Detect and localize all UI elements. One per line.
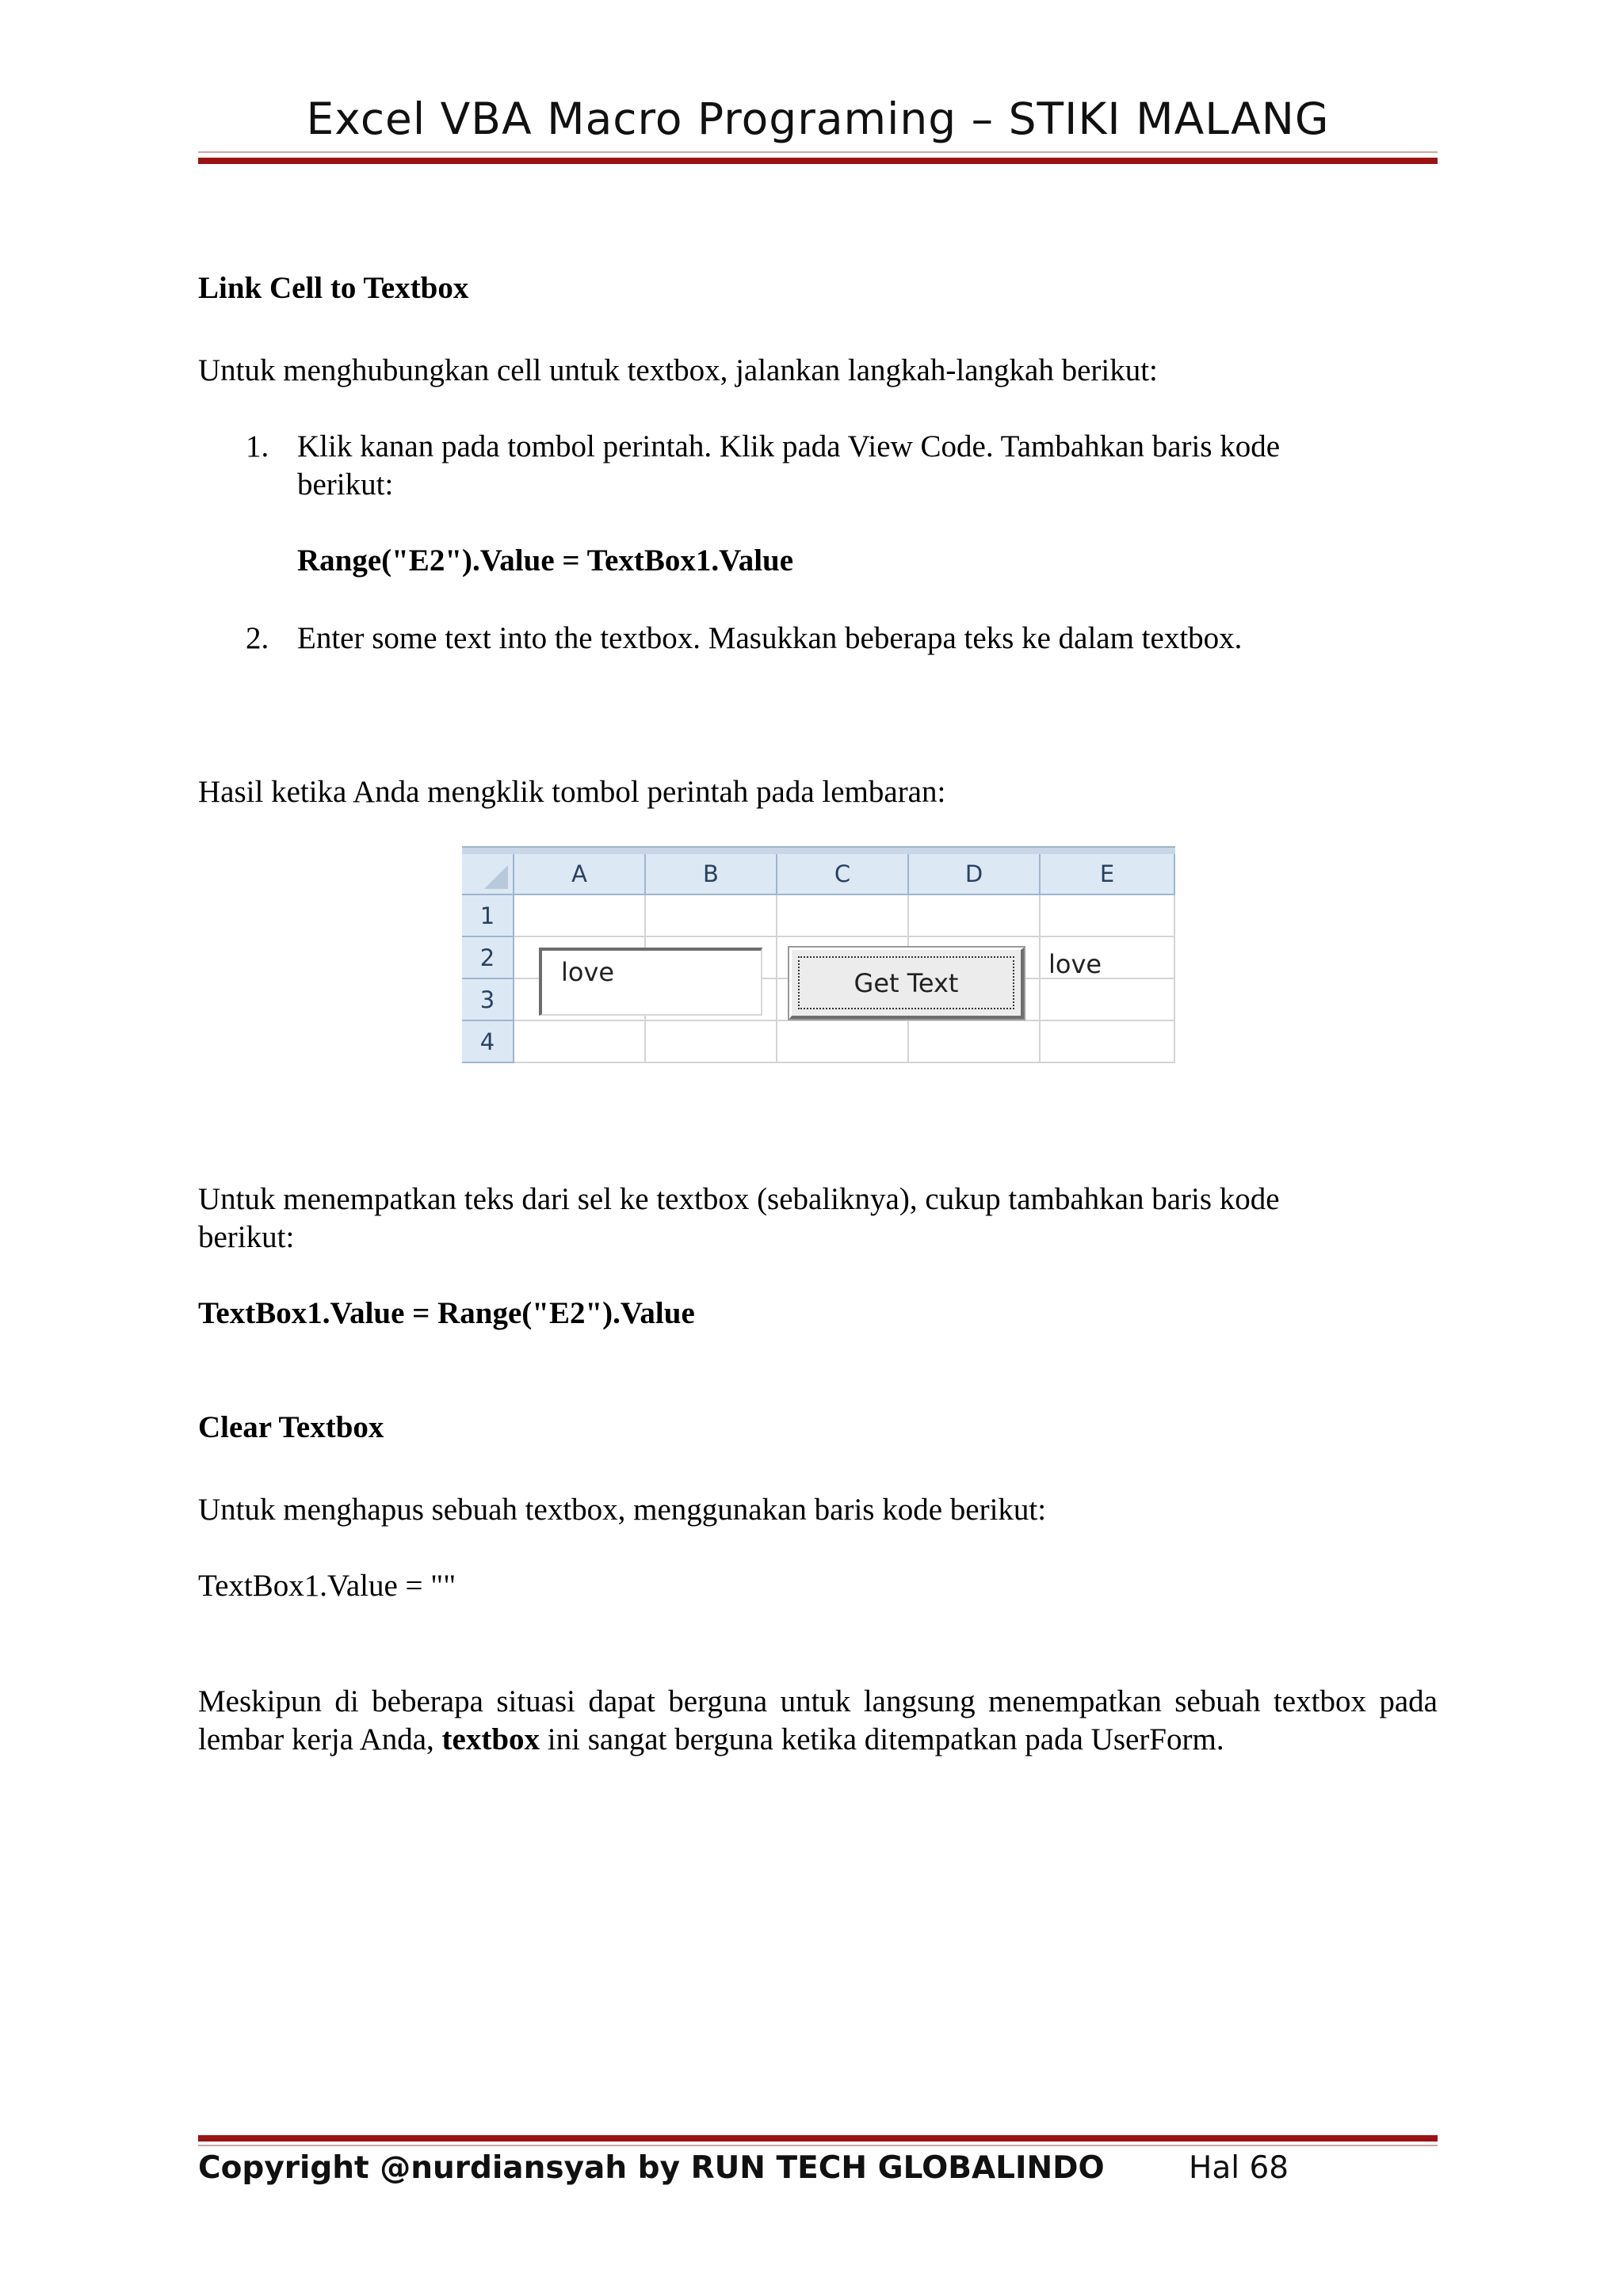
button-focus-rect bbox=[798, 956, 1014, 1009]
step-1-line1: Klik kanan pada tombol perintah. Klik pada View Code. Tambahkan baris kode bbox=[297, 429, 1281, 463]
cell-b1[interactable] bbox=[646, 895, 777, 937]
footer-copyright: Copyright @nurdiansyah by RUN TECH GLOBALINDO bbox=[198, 2150, 1105, 2186]
step-2-text: Enter some text into the textbox. Masukkan beberapa teks ke dalam textbox. bbox=[297, 621, 1243, 655]
cell-b4[interactable] bbox=[646, 1021, 777, 1063]
step-1-number: 1. bbox=[246, 429, 269, 463]
header-rule bbox=[198, 158, 1438, 164]
section-heading-link-cell: Link Cell to Textbox bbox=[198, 271, 469, 305]
column-header-d[interactable]: D bbox=[909, 854, 1041, 895]
cell-c4[interactable] bbox=[777, 1021, 909, 1063]
section-heading-clear-textbox: Clear Textbox bbox=[198, 1410, 384, 1444]
textbox1-control[interactable]: love bbox=[539, 948, 762, 1016]
column-header-c[interactable]: C bbox=[777, 854, 909, 895]
cell-e3[interactable] bbox=[1041, 979, 1175, 1021]
section1-intro: Untuk menghubungkan cell untuk textbox, jalankan langkah-langkah berikut: bbox=[198, 353, 1158, 387]
section3-intro: Untuk menghapus sebuah textbox, menggunakan baris kode berikut: bbox=[198, 1493, 1047, 1527]
footer-page-number: Hal 68 bbox=[1189, 2150, 1289, 2186]
get-text-button-label: Get Text bbox=[854, 967, 959, 998]
section3-para-part1: Meskipun di beberapa situasi dapat berguna untuk langsung menempatkan sebuah textbox pada lembar kerja Anda, bbox=[198, 1684, 1438, 1756]
excel-sheet-screenshot bbox=[462, 846, 1175, 1063]
cell-e2-value: love bbox=[1048, 949, 1102, 979]
row-header-4[interactable]: 4 bbox=[462, 1021, 514, 1063]
corner-triangle-icon bbox=[484, 865, 508, 889]
row-header-2[interactable]: 2 bbox=[462, 937, 514, 979]
column-header-e[interactable]: E bbox=[1041, 854, 1175, 895]
row-header-3[interactable]: 3 bbox=[462, 979, 514, 1021]
footer-rule-thin bbox=[198, 2145, 1438, 2146]
cell-a4[interactable] bbox=[514, 1021, 646, 1063]
cell-d4[interactable] bbox=[909, 1021, 1041, 1063]
cell-c1[interactable] bbox=[777, 895, 909, 937]
code-range-e2-assign: Range("E2").Value = TextBox1.Value bbox=[297, 543, 794, 578]
footer-rule bbox=[198, 2135, 1438, 2142]
cell-e1[interactable] bbox=[1041, 895, 1175, 937]
row-header-1[interactable]: 1 bbox=[462, 895, 514, 937]
get-text-button[interactable] bbox=[789, 948, 1024, 1019]
section2-line2: berikut: bbox=[198, 1220, 295, 1254]
cell-a1[interactable] bbox=[514, 895, 646, 937]
select-all-corner[interactable] bbox=[462, 854, 514, 895]
step-2-number: 2. bbox=[246, 621, 269, 655]
header-rule-thin bbox=[198, 151, 1438, 153]
section3-para-bold: textbox bbox=[441, 1722, 540, 1756]
cell-e4[interactable] bbox=[1041, 1021, 1175, 1063]
section3-paragraph bbox=[198, 1683, 1438, 1759]
section2-line1: Untuk menempatkan teks dari sel ke textbox (sebaliknya), cukup tambahkan baris kode bbox=[198, 1182, 1280, 1216]
column-header-b[interactable]: B bbox=[646, 854, 777, 895]
page-header-title: Excel VBA Macro Programing – STIKI MALANG bbox=[306, 93, 1330, 144]
code-textbox-from-range: TextBox1.Value = Range("E2").Value bbox=[198, 1296, 695, 1330]
cell-d1[interactable] bbox=[909, 895, 1041, 937]
section3-para-part2: ini sangat berguna ketika ditempatkan pada UserForm. bbox=[540, 1722, 1224, 1756]
step-1-line2: berikut: bbox=[297, 467, 394, 502]
code-clear-textbox: TextBox1.Value = "" bbox=[198, 1569, 456, 1603]
section2-paragraph bbox=[198, 1180, 1438, 1257]
result-intro: Hasil ketika Anda mengklik tombol perintah pada lembaran: bbox=[198, 775, 946, 809]
step-1-text bbox=[297, 428, 1438, 504]
column-header-a[interactable]: A bbox=[514, 854, 646, 895]
